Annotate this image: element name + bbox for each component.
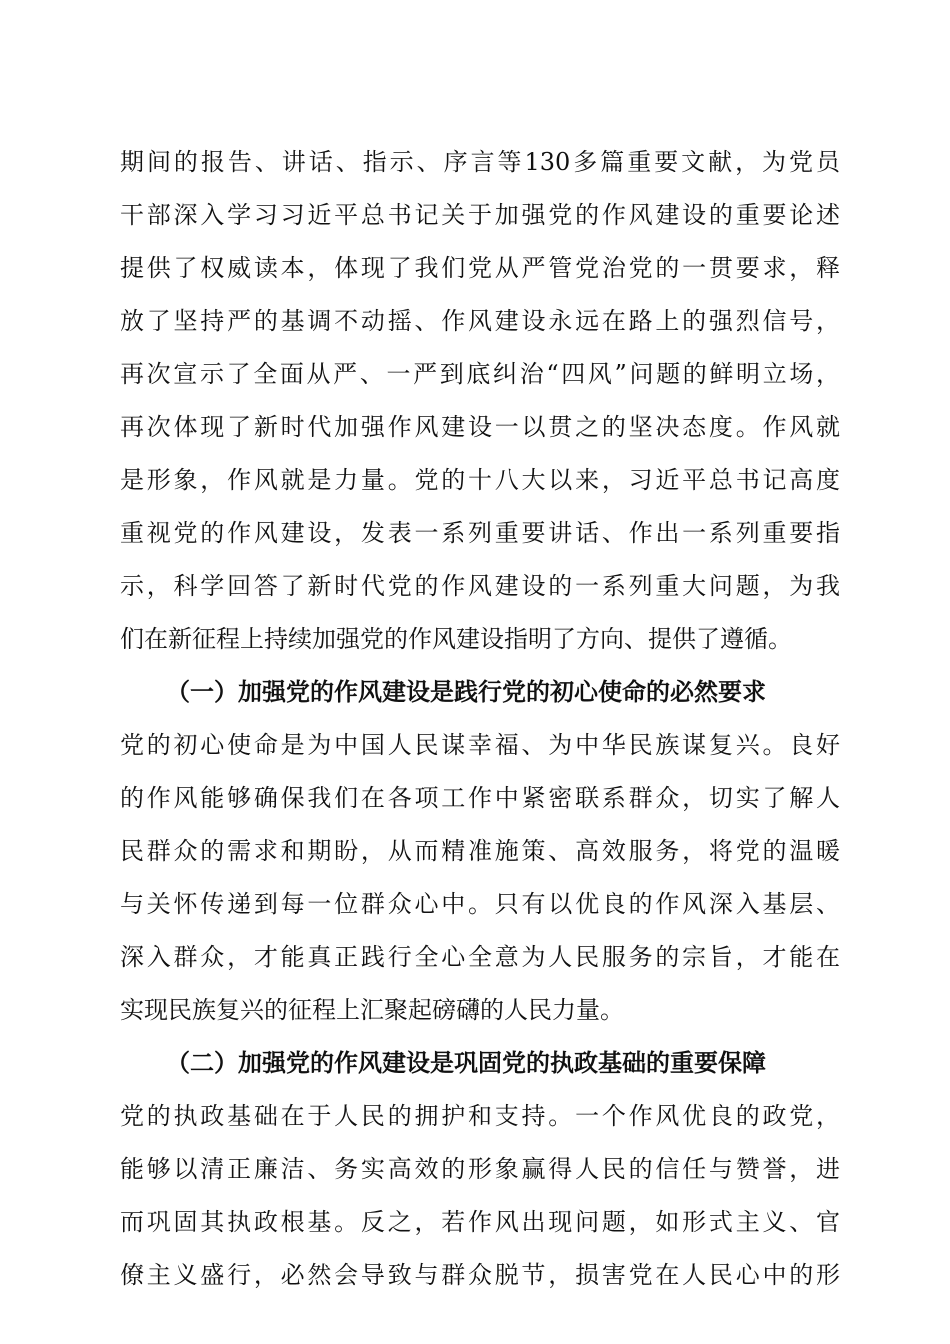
body-text-line: 是形象，作风就是力量。党的十八大以来，习近平总书记高度 bbox=[120, 466, 840, 494]
body-text-line: 放了坚持严的基调不动摇、作风建设永远在路上的强烈信号， bbox=[120, 307, 840, 335]
body-text-line: 再次体现了新时代加强作风建设一以贯之的坚决态度。作风就 bbox=[120, 413, 840, 441]
body-text-line: 们在新征程上持续加强党的作风建设指明了方向、提供了遵循。 bbox=[120, 625, 792, 653]
body-text-line: 的作风能够确保我们在各项工作中紧密联系群众，切实了解人 bbox=[120, 784, 840, 812]
body-text-line: 能够以清正廉洁、务实高效的形象赢得人民的信任与赞誉，进 bbox=[120, 1155, 840, 1183]
body-text-line: 深入群众，才能真正践行全心全意为人民服务的宗旨，才能在 bbox=[120, 943, 840, 971]
body-text-line: 示，科学回答了新时代党的作风建设的一系列重大问题，为我 bbox=[120, 572, 840, 600]
section-heading-2: （二）加强党的作风建设是巩固党的执政基础的重要保障 bbox=[166, 1048, 766, 1077]
body-text-line: 而巩固其执政根基。反之，若作风出现问题，如形式主义、官 bbox=[120, 1208, 840, 1236]
body-text-line: 实现民族复兴的征程上汇聚起磅礴的人民力量。 bbox=[120, 996, 624, 1024]
body-text-line: 干部深入学习习近平总书记关于加强党的作风建设的重要论述 bbox=[120, 201, 840, 229]
body-text-line: 再次宣示了全面从严、一严到底纠治“四风”问题的鲜明立场， bbox=[120, 360, 840, 388]
body-text-line: 僚主义盛行，必然会导致与群众脱节，损害党在人民心中的形 bbox=[120, 1261, 840, 1289]
body-text-line: 提供了权威读本，体现了我们党从严管党治党的一贯要求，释 bbox=[120, 254, 840, 282]
body-text-line: 期间的报告、讲话、指示、序言等130多篇重要文献，为党员 bbox=[120, 148, 840, 176]
body-text-line: 党的初心使命是为中国人民谋幸福、为中华民族谋复兴。良好 bbox=[120, 731, 840, 759]
body-text-line: 民群众的需求和期盼，从而精准施策、高效服务，将党的温暖 bbox=[120, 837, 840, 865]
body-text-line: 党的执政基础在于人民的拥护和支持。一个作风优良的政党， bbox=[120, 1102, 840, 1130]
body-text-line: 与关怀传递到每一位群众心中。只有以优良的作风深入基层、 bbox=[120, 890, 840, 918]
section-heading-1: （一）加强党的作风建设是践行党的初心使命的必然要求 bbox=[166, 677, 766, 706]
body-text-line: 重视党的作风建设，发表一系列重要讲话、作出一系列重要指 bbox=[120, 519, 840, 547]
